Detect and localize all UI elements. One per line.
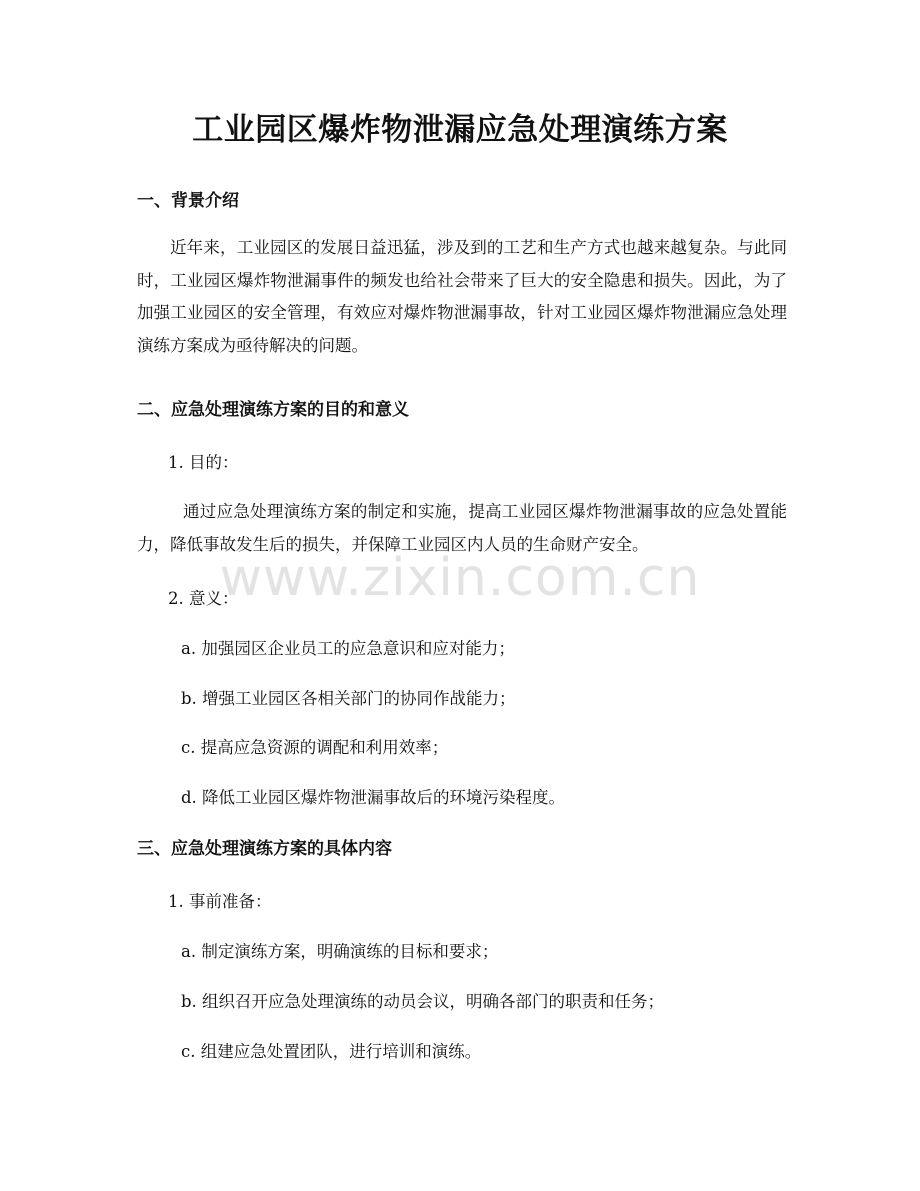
- purpose-paragraph: 通过应急处理演练方案的制定和实施，提高工业园区爆炸物泄漏事故的应急处置能力，降低事故发生后的损失，并保障工业园区内人员的生命财产安全。: [137, 502, 787, 554]
- significance-item-d: d. 降低工业园区爆炸物泄漏事故后的环境污染程度。: [181, 788, 566, 807]
- watermark: www.zixin.com.cn: [219, 548, 701, 608]
- section-heading-background: 一、背景介绍: [137, 191, 239, 211]
- preparation-item-a: a. 制定演练方案，明确演练的目标和要求；: [181, 942, 499, 961]
- preparation-item-c: c. 组建应急处置团队，进行培训和演练。: [181, 1042, 482, 1061]
- significance-item-b: b. 增强工业园区各相关部门的协同作战能力；: [181, 689, 516, 708]
- preparation-item-b: b. 组织召开应急处理演练的动员会议，明确各部门的职责和任务；: [181, 992, 665, 1011]
- section-heading-content: 三、应急处理演练方案的具体内容: [137, 839, 392, 859]
- background-paragraph: 近年来，工业园区的发展日益迅猛，涉及到的工艺和生产方式也越来越复杂。与此同时，工业园区爆炸物泄漏事件的频发也给社会带来了巨大的安全隐患和损失。因此，为了加强工业园区的安全管理，有效应对爆炸物泄漏事故，针对工业园区爆炸物泄漏应急处理演练方案成为亟待解决的问题。: [137, 238, 787, 355]
- significance-item-a: a. 加强园区企业员工的应急意识和应对能力；: [181, 639, 515, 658]
- document-title: 工业园区爆炸物泄漏应急处理演练方案: [192, 112, 728, 148]
- purpose-item-label: 1. 目的：: [168, 453, 239, 472]
- preparation-item-label: 1. 事前准备：: [168, 892, 272, 911]
- section-heading-purpose: 二、应急处理演练方案的目的和意义: [137, 400, 409, 420]
- significance-item-c: c. 提高应急资源的调配和利用效率；: [181, 738, 449, 757]
- significance-item-label: 2. 意义：: [168, 589, 239, 608]
